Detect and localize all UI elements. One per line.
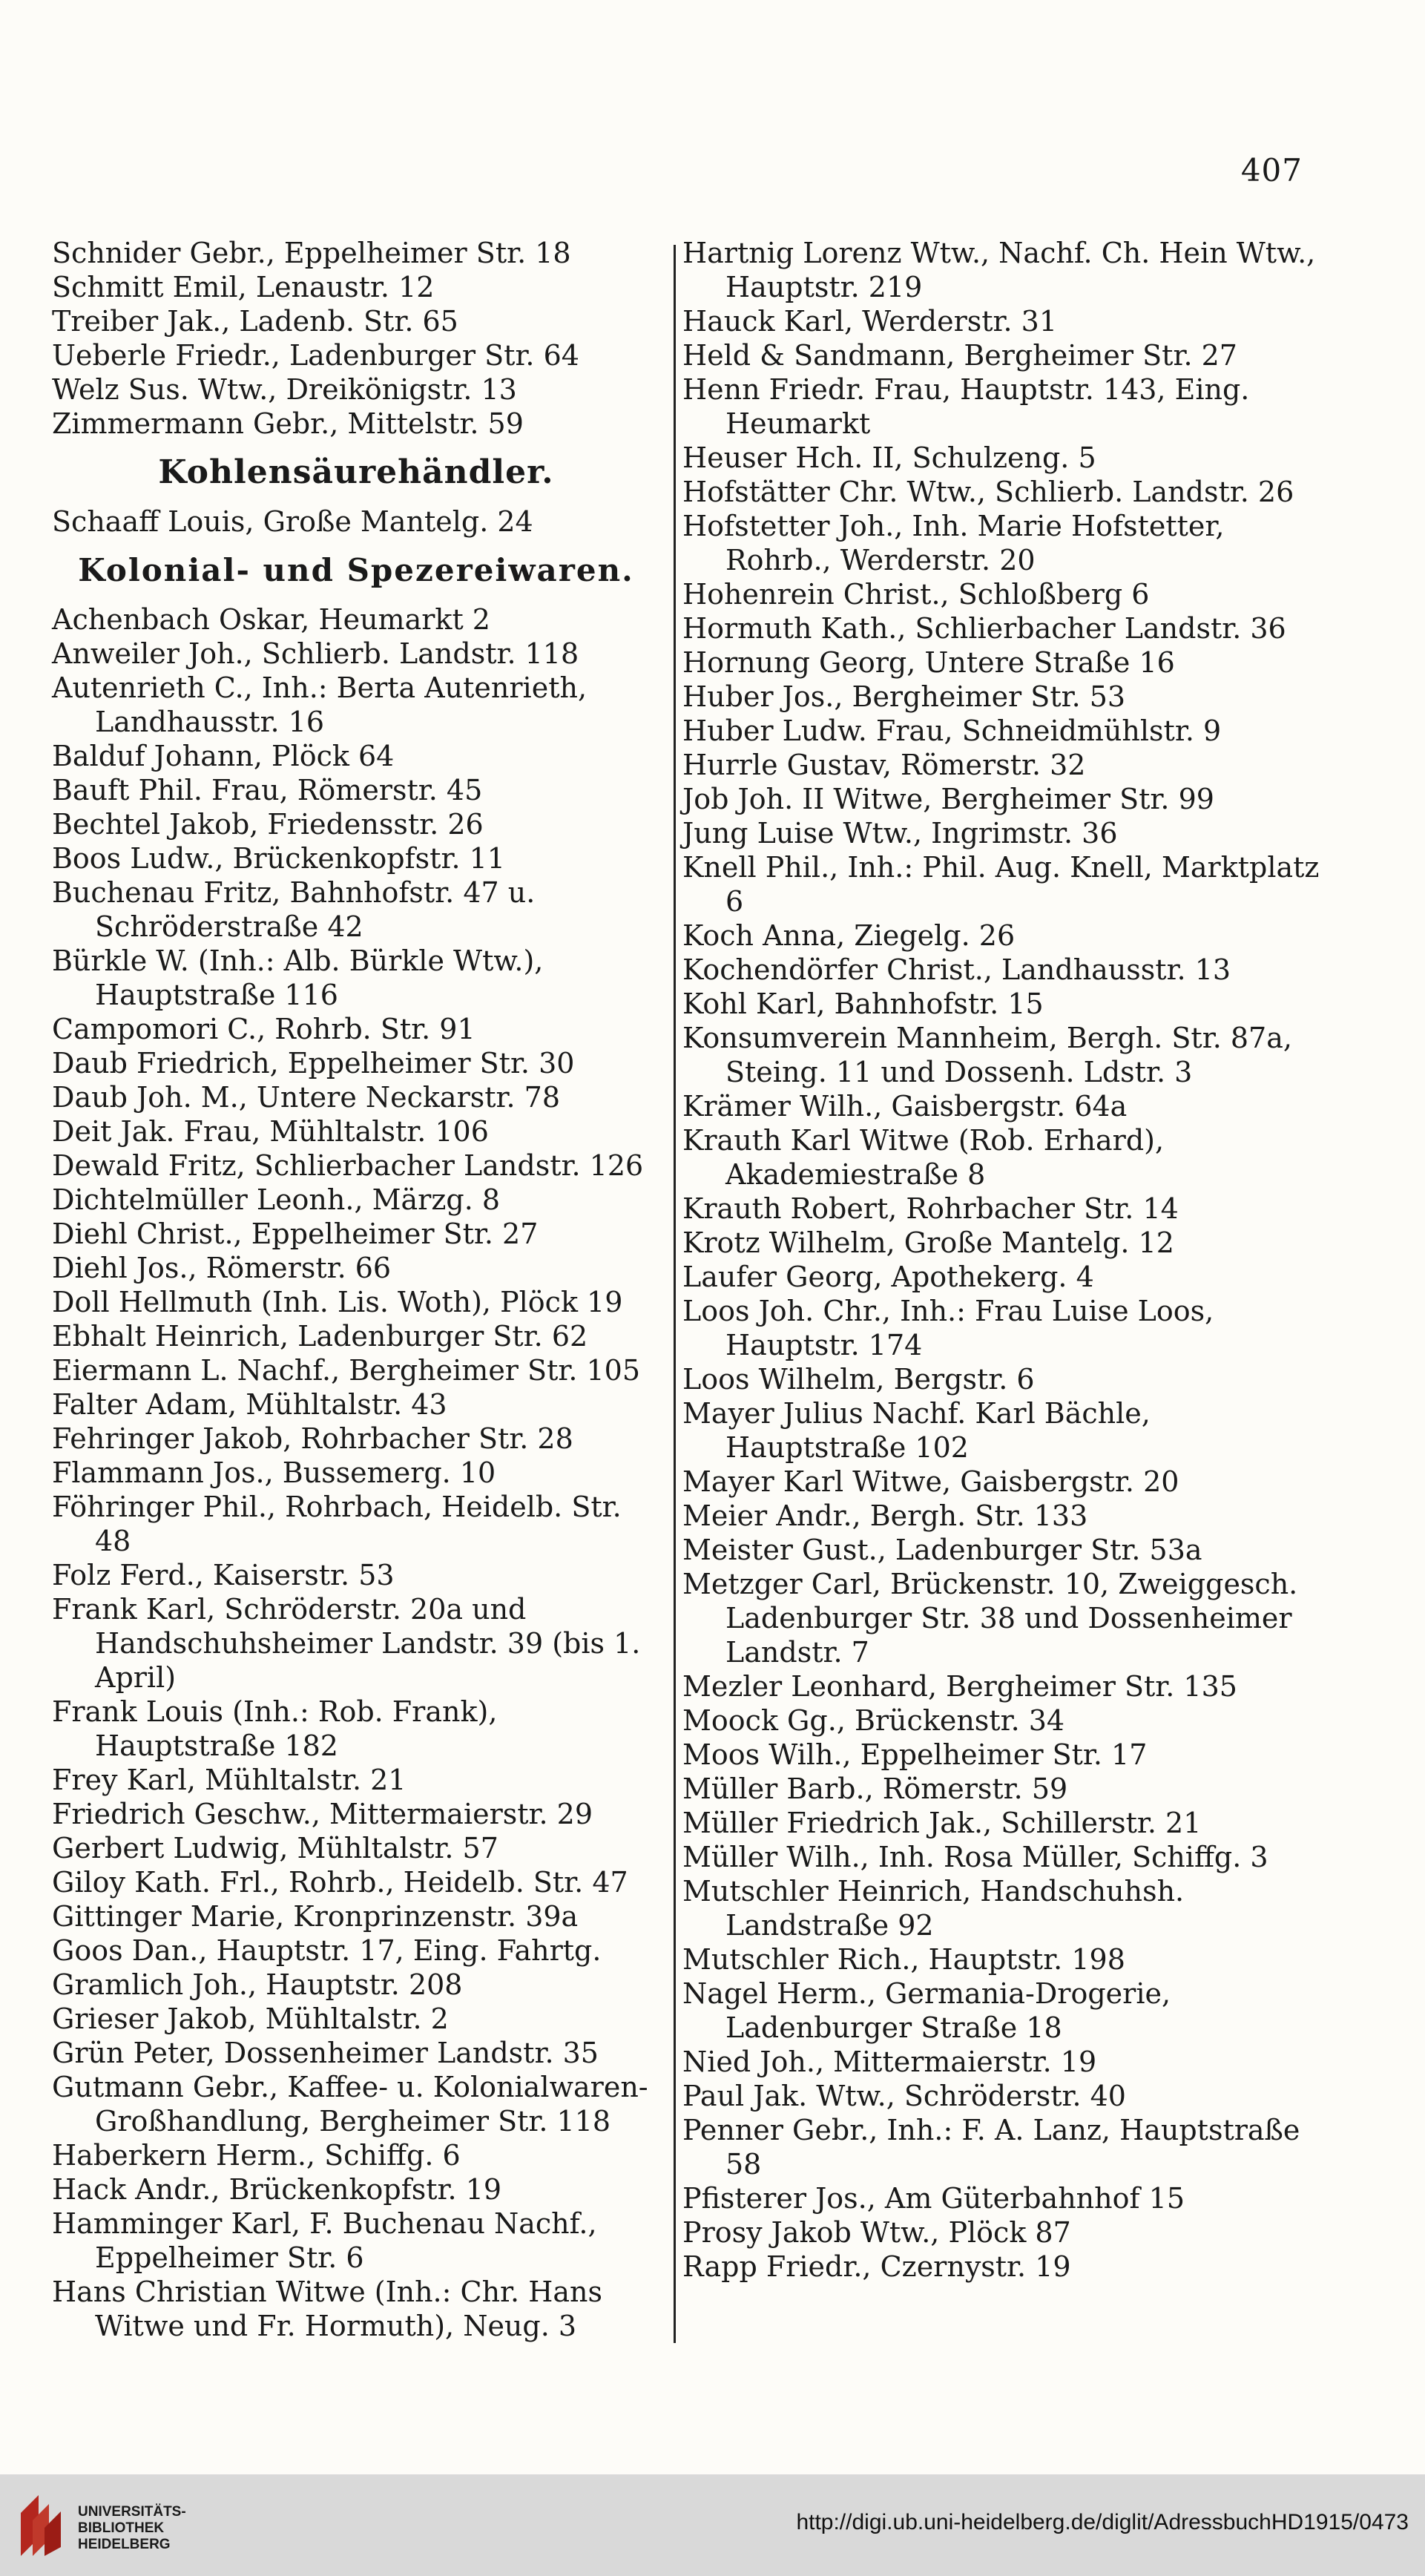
directory-entry: Knell Phil., Inh.: Phil. Aug. Knell, Marktplatz 6 bbox=[682, 851, 1320, 918]
directory-entry: Campomori C., Rohrb. Str. 91 bbox=[52, 1013, 475, 1045]
directory-entry: Schmitt Emil, Lenaustr. 12 bbox=[52, 271, 435, 303]
directory-entry: Held & Sandmann, Bergheimer Str. 27 bbox=[682, 339, 1237, 372]
directory-entry: Konsumverein Mannheim, Bergh. Str. 87a, Steing. 11 und Dossenh. Ldstr. 3 bbox=[682, 1022, 1292, 1088]
library-logo-icon bbox=[16, 2491, 68, 2559]
left-column bbox=[52, 236, 660, 2343]
directory-entry: Mayer Karl Witwe, Gaisbergstr. 20 bbox=[682, 1465, 1179, 1498]
directory-entry: Kochendörfer Christ., Landhausstr. 13 bbox=[682, 953, 1231, 986]
section-heading: Kohlensäurehändler. bbox=[158, 453, 554, 491]
directory-entry: Boos Ludw., Brückenkopfstr. 11 bbox=[52, 842, 505, 875]
directory-entry: Deit Jak. Frau, Mühltalstr. 106 bbox=[52, 1115, 489, 1148]
directory-entry: Hofstätter Chr. Wtw., Schlierb. Landstr. 26 bbox=[682, 476, 1294, 508]
directory-entry: Metzger Carl, Brückenstr. 10, Zweiggesch. Ladenburger Str. 38 und Dossenheimer Landstr. 7 bbox=[682, 1568, 1298, 1669]
directory-entry: Achenbach Oskar, Heumarkt 2 bbox=[52, 603, 490, 636]
directory-entry: Koch Anna, Ziegelg. 26 bbox=[682, 919, 1016, 952]
directory-entry: Hohenrein Christ., Schloßberg 6 bbox=[682, 578, 1150, 611]
directory-entry: Meister Gust., Ladenburger Str. 53a bbox=[682, 1534, 1202, 1566]
directory-entry: Falter Adam, Mühltalstr. 43 bbox=[52, 1388, 447, 1421]
directory-entry: Hartnig Lorenz Wtw., Nachf. Ch. Hein Wtw., Hauptstr. 219 bbox=[682, 237, 1316, 303]
directory-entry: Haberkern Herm., Schiffg. 6 bbox=[52, 2139, 461, 2172]
directory-entry: Gerbert Ludwig, Mühltalstr. 57 bbox=[52, 1832, 498, 1864]
directory-entry: Huber Ludw. Frau, Schneidmühlstr. 9 bbox=[682, 714, 1222, 747]
directory-entry: Eiermann L. Nachf., Bergheimer Str. 105 bbox=[52, 1354, 641, 1387]
directory-entry: Ebhalt Heinrich, Ladenburger Str. 62 bbox=[52, 1320, 588, 1353]
directory-entry: Frey Karl, Mühltalstr. 21 bbox=[52, 1764, 407, 1796]
directory-entry: Hofstetter Joh., Inh. Marie Hofstetter, Rohrb., Werderstr. 20 bbox=[682, 510, 1225, 576]
directory-entry: Meier Andr., Bergh. Str. 133 bbox=[682, 1499, 1088, 1532]
directory-entry: Frank Louis (Inh.: Rob. Frank), Hauptstraße 182 bbox=[52, 1695, 498, 1762]
directory-entry: Hurrle Gustav, Römerstr. 32 bbox=[682, 749, 1086, 781]
directory-entry: Müller Wilh., Inh. Rosa Müller, Schiffg. 3 bbox=[682, 1841, 1268, 1873]
directory-entry: Nagel Herm., Germania-Drogerie, Ladenburger Straße 18 bbox=[682, 1977, 1171, 2044]
directory-entry: Hamminger Karl, F. Buchenau Nachf., Eppelheimer Str. 6 bbox=[52, 2207, 597, 2274]
directory-entry: Welz Sus. Wtw., Dreikönigstr. 13 bbox=[52, 373, 517, 406]
section-heading: Kolonial- und Spezereiwaren. bbox=[78, 552, 634, 588]
directory-entry: Bauft Phil. Frau, Römerstr. 45 bbox=[52, 774, 483, 806]
directory-entry: Buchenau Fritz, Bahnhofstr. 47 u. Schröderstraße 42 bbox=[52, 876, 536, 943]
directory-entry: Hack Andr., Brückenkopfstr. 19 bbox=[52, 2173, 502, 2206]
directory-entry: Bechtel Jakob, Friedensstr. 26 bbox=[52, 808, 484, 841]
directory-entry: Hornung Georg, Untere Straße 16 bbox=[682, 646, 1175, 679]
directory-entry: Krämer Wilh., Gaisbergstr. 64a bbox=[682, 1090, 1128, 1123]
directory-entry: Hauck Karl, Werderstr. 31 bbox=[682, 305, 1058, 338]
directory-entry: Loos Wilhelm, Bergstr. 6 bbox=[682, 1363, 1035, 1396]
directory-entry: Fehringer Jakob, Rohrbacher Str. 28 bbox=[52, 1422, 573, 1455]
directory-entry: Henn Friedr. Frau, Hauptstr. 143, Eing. Heumarkt bbox=[682, 373, 1250, 440]
directory-entry: Grieser Jakob, Mühltalstr. 2 bbox=[52, 2002, 449, 2035]
directory-entry: Schnider Gebr., Eppelheimer Str. 18 bbox=[52, 237, 571, 269]
directory-entry: Müller Barb., Römerstr. 59 bbox=[682, 1772, 1068, 1805]
directory-entry: Moock Gg., Brückenstr. 34 bbox=[682, 1704, 1065, 1737]
directory-entry: Laufer Georg, Apothekerg. 4 bbox=[682, 1261, 1094, 1293]
directory-entry: Frank Karl, Schröderstr. 20a und Handschuhsheimer Landstr. 39 (bis 1. April) bbox=[52, 1593, 641, 1694]
directory-entry: Paul Jak. Wtw., Schröderstr. 40 bbox=[682, 2080, 1126, 2112]
directory-entry: Penner Gebr., Inh.: F. A. Lanz, Hauptstraße 58 bbox=[682, 2114, 1300, 2181]
directory-entry: Doll Hellmuth (Inh. Lis. Woth), Plöck 19 bbox=[52, 1286, 623, 1318]
directory-entry: Ueberle Friedr., Ladenburger Str. 64 bbox=[52, 339, 579, 372]
logo-line: HEIDELBERG bbox=[78, 2537, 171, 2552]
directory-entry: Schaaff Louis, Große Mantelg. 24 bbox=[52, 505, 533, 538]
directory-entry: Job Joh. II Witwe, Bergheimer Str. 99 bbox=[682, 783, 1214, 815]
directory-entry: Diehl Jos., Römerstr. 66 bbox=[52, 1252, 392, 1284]
directory-entry: Folz Ferd., Kaiserstr. 53 bbox=[52, 1559, 395, 1591]
source-url-link[interactable]: http://digi.ub.uni-heidelberg.de/diglit/AdressbuchHD1915/0473 bbox=[796, 2510, 1409, 2534]
directory-entry: Gutmann Gebr., Kaffee- u. Kolonialwaren-Großhandlung, Bergheimer Str. 118 bbox=[52, 2071, 648, 2138]
directory-entry: Krauth Karl Witwe (Rob. Erhard), Akademiestraße 8 bbox=[682, 1124, 1165, 1191]
directory-entry: Giloy Kath. Frl., Rohrb., Heidelb. Str. 47 bbox=[52, 1866, 628, 1899]
footer-bar bbox=[0, 2474, 1425, 2576]
directory-entry: Krauth Robert, Rohrbacher Str. 14 bbox=[682, 1192, 1179, 1225]
directory-entry: Flammann Jos., Bussemerg. 10 bbox=[52, 1456, 496, 1489]
directory-entry: Loos Joh. Chr., Inh.: Frau Luise Loos, Hauptstr. 174 bbox=[682, 1295, 1214, 1361]
directory-entry: Bürkle W. (Inh.: Alb. Bürkle Wtw.), Hauptstraße 116 bbox=[52, 944, 544, 1011]
directory-entry: Föhringer Phil., Rohrbach, Heidelb. Str. 48 bbox=[52, 1491, 622, 1557]
directory-entry: Friedrich Geschw., Mittermaierstr. 29 bbox=[52, 1798, 593, 1830]
directory-entry: Autenrieth C., Inh.: Berta Autenrieth, Landhausstr. 16 bbox=[52, 671, 588, 738]
directory-entry: Krotz Wilhelm, Große Mantelg. 12 bbox=[682, 1226, 1174, 1259]
directory-entry: Balduf Johann, Plöck 64 bbox=[52, 740, 395, 772]
directory-entry: Mezler Leonhard, Bergheimer Str. 135 bbox=[682, 1670, 1237, 1703]
directory-entry: Dewald Fritz, Schlierbacher Landstr. 126 bbox=[52, 1149, 644, 1182]
column-divider bbox=[674, 245, 676, 2343]
directory-entry: Jung Luise Wtw., Ingrimstr. 36 bbox=[682, 817, 1118, 850]
directory-entry: Gittinger Marie, Kronprinzenstr. 39a bbox=[52, 1900, 579, 1933]
directory-entry: Moos Wilh., Eppelheimer Str. 17 bbox=[682, 1738, 1148, 1771]
page-number: 407 bbox=[1240, 152, 1303, 188]
directory-entry: Hormuth Kath., Schlierbacher Landstr. 36 bbox=[682, 612, 1286, 645]
directory-entry: Heuser Hch. II, Schulzeng. 5 bbox=[682, 441, 1096, 474]
directory-entry: Goos Dan., Hauptstr. 17, Eing. Fahrtg. bbox=[52, 1934, 602, 1967]
directory-entry: Mutschler Heinrich, Handschuhsh. Landstraße 92 bbox=[682, 1875, 1185, 1942]
directory-entry: Nied Joh., Mittermaierstr. 19 bbox=[682, 2046, 1097, 2078]
directory-entry: Kohl Karl, Bahnhofstr. 15 bbox=[682, 988, 1044, 1020]
directory-entry: Daub Joh. M., Untere Neckarstr. 78 bbox=[52, 1081, 561, 1114]
directory-entry: Diehl Christ., Eppelheimer Str. 27 bbox=[52, 1218, 539, 1250]
directory-entry: Dichtelmüller Leonh., Märzg. 8 bbox=[52, 1183, 501, 1216]
directory-entry: Hans Christian Witwe (Inh.: Chr. Hans Witwe und Fr. Hormuth), Neug. 3 bbox=[52, 2276, 602, 2342]
right-column bbox=[682, 236, 1320, 2284]
directory-entry: Rapp Friedr., Czernystr. 19 bbox=[682, 2250, 1071, 2283]
directory-entry: Mutschler Rich., Hauptstr. 198 bbox=[682, 1943, 1125, 1976]
directory-entry: Zimmermann Gebr., Mittelstr. 59 bbox=[52, 407, 524, 440]
directory-entry: Prosy Jakob Wtw., Plöck 87 bbox=[682, 2216, 1071, 2249]
logo-line: BIBLIOTHEK bbox=[78, 2520, 165, 2536]
directory-entry: Anweiler Joh., Schlierb. Landstr. 118 bbox=[52, 637, 579, 670]
logo-line: UNIVERSITÄTS- bbox=[78, 2504, 186, 2520]
directory-entry: Treiber Jak., Ladenb. Str. 65 bbox=[52, 305, 458, 338]
directory-entry: Huber Jos., Bergheimer Str. 53 bbox=[682, 680, 1126, 713]
directory-entry: Pfisterer Jos., Am Güterbahnhof 15 bbox=[682, 2182, 1185, 2215]
directory-entry: Daub Friedrich, Eppelheimer Str. 30 bbox=[52, 1047, 575, 1080]
directory-entry: Mayer Julius Nachf. Karl Bächle, Hauptstraße 102 bbox=[682, 1397, 1151, 1464]
directory-entry: Müller Friedrich Jak., Schillerstr. 21 bbox=[682, 1807, 1202, 1839]
directory-entry: Grün Peter, Dossenheimer Landstr. 35 bbox=[52, 2037, 599, 2069]
directory-entry: Gramlich Joh., Hauptstr. 208 bbox=[52, 1968, 463, 2001]
library-logo-text bbox=[78, 2504, 186, 2553]
